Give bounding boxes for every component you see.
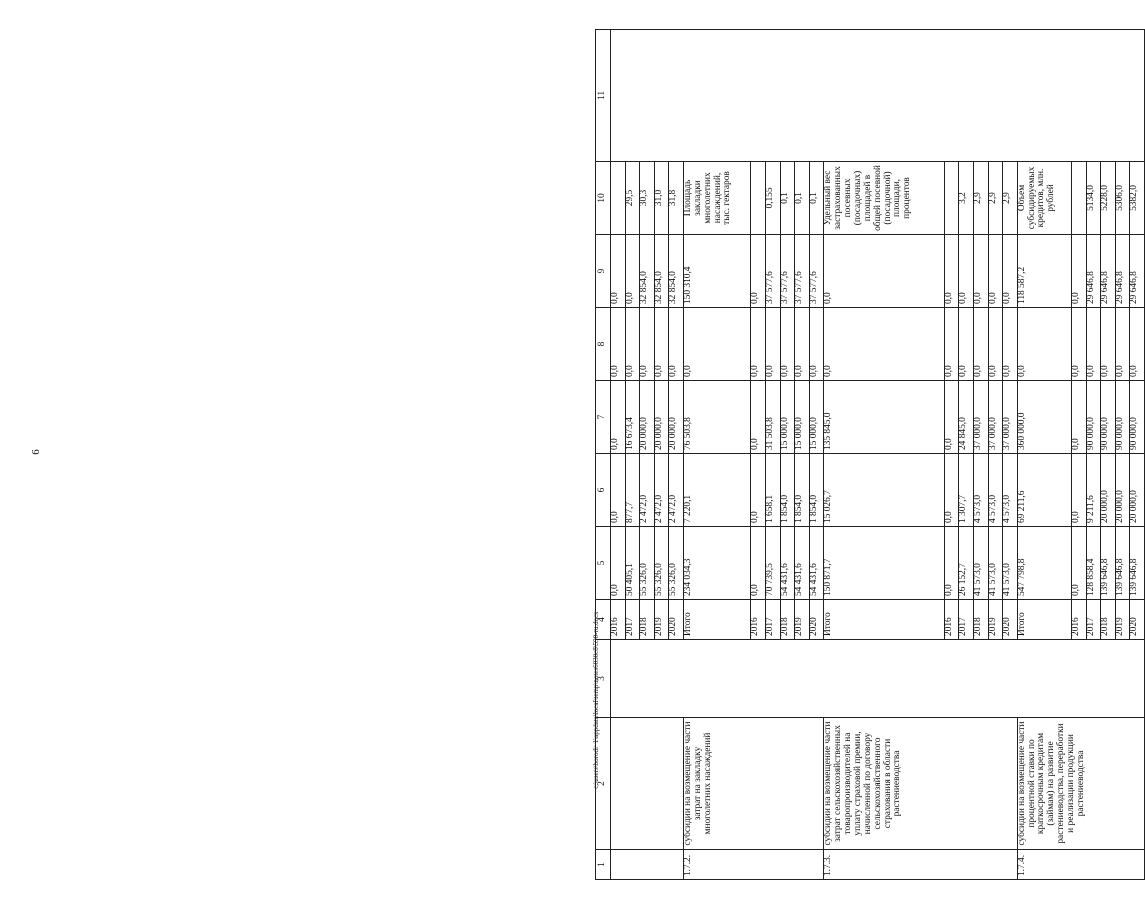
value-cell: 20 000,0 <box>1101 454 1116 527</box>
value-cell: 37 577,6 <box>780 235 795 308</box>
value-cell: 54 431,6 <box>795 527 810 600</box>
column-number-7: 7 <box>596 381 611 454</box>
value-cell: 0,0 <box>1072 308 1087 381</box>
value-cell: 0,0 <box>611 308 626 381</box>
total-value-cell: 76 503,8 <box>683 381 751 454</box>
indicator-value-cell: 0,1 <box>795 162 810 235</box>
value-cell: 0,0 <box>1003 235 1018 308</box>
value-cell: 0,0 <box>640 308 655 381</box>
total-value-cell: 69 211,6 <box>1017 454 1071 527</box>
indicator-value-cell <box>1072 162 1087 235</box>
value-cell: 24 845,0 <box>959 381 974 454</box>
value-cell: 0,0 <box>988 235 1003 308</box>
indicator-value-cell: 2,9 <box>1003 162 1018 235</box>
value-cell: 0,0 <box>751 235 766 308</box>
section-code: 1.7.2. <box>683 850 823 880</box>
value-cell: 32 854,0 <box>669 235 684 308</box>
value-cell: 41 573,0 <box>973 527 988 600</box>
section-title: субсидии на возмещение части затрат на закладку многолетних насаждений <box>683 718 823 850</box>
value-cell: 4 573,0 <box>988 454 1003 527</box>
value-cell: 41 573,0 <box>988 527 1003 600</box>
indicator-value-cell <box>944 162 959 235</box>
value-cell: 0,0 <box>669 308 684 381</box>
value-cell: 0,0 <box>751 454 766 527</box>
column-number-5: 5 <box>596 527 611 600</box>
indicator-value-cell: 5382,0 <box>1130 162 1145 235</box>
indicator-value-cell: 2,9 <box>988 162 1003 235</box>
value-cell: 0,0 <box>1072 454 1087 527</box>
value-cell: 0,0 <box>611 527 626 600</box>
value-cell: 0,0 <box>751 381 766 454</box>
value-cell: 15 000,0 <box>780 381 795 454</box>
value-cell: 29 646,8 <box>1086 235 1101 308</box>
total-value-cell: 15 026,7 <box>824 454 945 527</box>
value-cell: 41 573,0 <box>1003 527 1018 600</box>
indicator-value-cell: 31,8 <box>669 162 684 235</box>
indicator-value-cell: 2,9 <box>973 162 988 235</box>
year-cell: 2017 <box>766 600 781 640</box>
indicator-value-cell: 5306,0 <box>1115 162 1130 235</box>
value-cell: 4 573,0 <box>973 454 988 527</box>
value-cell: 0,0 <box>611 235 626 308</box>
notes-cell <box>611 30 1145 162</box>
total-value-cell: 0,0 <box>683 308 751 381</box>
value-cell: 0,0 <box>944 235 959 308</box>
value-cell: 20 000,0 <box>1115 454 1130 527</box>
total-value-cell: 0,0 <box>1017 308 1071 381</box>
value-cell: 2 472,0 <box>654 454 669 527</box>
value-cell: 0,0 <box>1003 308 1018 381</box>
value-cell: 55 326,0 <box>669 527 684 600</box>
column-number-8: 8 <box>596 308 611 381</box>
value-cell: 90 000,0 <box>1115 381 1130 454</box>
value-cell: 20 000,0 <box>669 381 684 454</box>
value-cell: 32 854,0 <box>640 235 655 308</box>
value-cell: 32 854,0 <box>654 235 669 308</box>
value-cell: 50 405,1 <box>625 527 640 600</box>
year-cell: 2020 <box>1130 600 1145 640</box>
value-cell: 1 307,7 <box>959 454 974 527</box>
value-cell: 0,0 <box>751 308 766 381</box>
value-cell: 2 472,0 <box>669 454 684 527</box>
year-cell: 2016 <box>1072 600 1087 640</box>
year-cell: 2017 <box>959 600 974 640</box>
total-value-cell: 150 871,7 <box>824 527 945 600</box>
year-cell: 2019 <box>654 600 669 640</box>
value-cell: 15 000,0 <box>795 381 810 454</box>
value-cell: 9 211,6 <box>1086 454 1101 527</box>
year-cell: 2016 <box>611 600 626 640</box>
value-cell: 0,0 <box>973 308 988 381</box>
value-cell: 0,0 <box>973 235 988 308</box>
value-cell: 0,0 <box>766 308 781 381</box>
value-cell: 0,0 <box>625 308 640 381</box>
column-number-3: 3 <box>596 640 611 718</box>
column-number-6: 6 <box>596 454 611 527</box>
year-cell: 2018 <box>640 600 655 640</box>
value-cell: 0,0 <box>944 308 959 381</box>
total-value-cell: 135 845,0 <box>824 381 945 454</box>
value-cell: 29 646,8 <box>1101 235 1116 308</box>
value-cell: 15 000,0 <box>809 381 824 454</box>
section-code: 1.7.4. <box>1017 850 1144 880</box>
total-value-cell: 118 587,2 <box>1017 235 1071 308</box>
total-label: Итого <box>683 600 751 640</box>
value-cell: 0,0 <box>795 308 810 381</box>
value-cell: 54 431,6 <box>809 527 824 600</box>
value-cell: 37 577,6 <box>795 235 810 308</box>
value-cell: 55 326,0 <box>640 527 655 600</box>
value-cell: 877,7 <box>625 454 640 527</box>
indicator-value-cell: 30,3 <box>640 162 655 235</box>
value-cell: 0,0 <box>988 308 1003 381</box>
value-cell: 54 431,6 <box>780 527 795 600</box>
value-cell: 26 152,7 <box>959 527 974 600</box>
value-cell: 20 000,0 <box>1130 454 1145 527</box>
value-cell: 0,0 <box>1115 308 1130 381</box>
value-cell: 16 673,4 <box>625 381 640 454</box>
program-funding-table <box>595 29 1145 880</box>
indicator-name-cell: Площадь закладки многолетних насаждений, тыс. гектаров <box>683 162 751 235</box>
value-cell: 139 646,8 <box>1115 527 1130 600</box>
value-cell: 139 646,8 <box>1130 527 1145 600</box>
section-title: субсидии на возмещение части процентной ставки по краткосрочным кредитам (займам) на развитие растениеводства, переработки и реализации продукции растениеводства <box>1017 718 1144 850</box>
value-cell: 0,0 <box>751 527 766 600</box>
value-cell: 0,0 <box>780 308 795 381</box>
total-value-cell: 360 000,0 <box>1017 381 1071 454</box>
value-cell: 0,0 <box>1086 308 1101 381</box>
value-cell: 37 577,6 <box>766 235 781 308</box>
value-cell: 139 646,8 <box>1101 527 1116 600</box>
total-value-cell: 547 798,8 <box>1017 527 1071 600</box>
indicator-value-cell: 5134,0 <box>1086 162 1101 235</box>
column-number-11: 11 <box>596 30 611 162</box>
value-cell: 90 000,0 <box>1086 381 1101 454</box>
value-cell: 0,0 <box>944 381 959 454</box>
year-cell: 2016 <box>751 600 766 640</box>
total-value-cell: 150 310,4 <box>683 235 751 308</box>
year-cell: 2016 <box>944 600 959 640</box>
executor-cell <box>611 640 1145 718</box>
value-cell: 0,0 <box>1072 381 1087 454</box>
year-cell: 2019 <box>988 600 1003 640</box>
indicator-value-cell: 0,1 <box>780 162 795 235</box>
indicator-name-cell: Объем субсидируемых кредитов, млн. рублей <box>1017 162 1071 235</box>
value-cell: 4 573,0 <box>1003 454 1018 527</box>
value-cell: 0,0 <box>944 454 959 527</box>
value-cell: 90 000,0 <box>1101 381 1116 454</box>
value-cell: 1 854,0 <box>780 454 795 527</box>
year-cell: 2020 <box>669 600 684 640</box>
value-cell: 0,0 <box>1072 527 1087 600</box>
indicator-value-cell: 29,5 <box>625 162 640 235</box>
value-cell: 0,0 <box>959 308 974 381</box>
year-cell: 2019 <box>1115 600 1130 640</box>
value-cell: 128 858,4 <box>1086 527 1101 600</box>
indicator-value-cell: 0,1 <box>809 162 824 235</box>
value-cell: 37 000,0 <box>973 381 988 454</box>
total-value-cell: 7 220,1 <box>683 454 751 527</box>
column-number-4: 4 <box>596 600 611 640</box>
value-cell: 90 000,0 <box>1130 381 1145 454</box>
value-cell: 1 658,1 <box>766 454 781 527</box>
value-cell: 37 577,6 <box>809 235 824 308</box>
indicator-value-cell: 5228,0 <box>1101 162 1116 235</box>
year-cell: 2019 <box>795 600 810 640</box>
total-label: Итого <box>824 600 945 640</box>
value-cell: 0,0 <box>611 454 626 527</box>
value-cell: 0,0 <box>1072 235 1087 308</box>
value-cell: 55 326,0 <box>654 527 669 600</box>
value-cell: 70 739,5 <box>766 527 781 600</box>
year-cell: 2018 <box>780 600 795 640</box>
value-cell: 29 646,8 <box>1115 235 1130 308</box>
year-cell: 2020 <box>809 600 824 640</box>
year-cell: 2018 <box>973 600 988 640</box>
value-cell: 1 854,0 <box>809 454 824 527</box>
year-cell: 2020 <box>1003 600 1018 640</box>
value-cell: 20 000,0 <box>640 381 655 454</box>
section-code: 1.7.3. <box>824 850 1017 880</box>
year-cell: 2017 <box>1086 600 1101 640</box>
value-cell: 29 646,8 <box>1130 235 1145 308</box>
indicator-name-cell: Удельный вес застрахованных посевных (посадочных) площадей в общей посевной (посадочной) площади, процентов <box>824 162 945 235</box>
column-number-1: 1 <box>596 850 611 880</box>
year-cell: 2017 <box>625 600 640 640</box>
year-cell: 2018 <box>1101 600 1116 640</box>
rotated-table-container <box>595 30 1145 880</box>
value-cell: 0,0 <box>625 235 640 308</box>
total-value-cell: 0,0 <box>824 308 945 381</box>
value-cell: 0,0 <box>944 527 959 600</box>
page-number: 6 <box>30 449 42 455</box>
indicator-value-cell: 0,155 <box>766 162 781 235</box>
indicator-value-cell: 31,0 <box>654 162 669 235</box>
value-cell: 0,0 <box>654 308 669 381</box>
value-cell: 0,0 <box>1130 308 1145 381</box>
value-cell: 0,0 <box>1101 308 1116 381</box>
column-number-9: 9 <box>596 235 611 308</box>
value-cell: 2 472,0 <box>640 454 655 527</box>
value-cell: 1 854,0 <box>795 454 810 527</box>
value-cell: 31 503,8 <box>766 381 781 454</box>
column-number-2: 2 <box>596 718 611 850</box>
value-cell: 0,0 <box>959 235 974 308</box>
table-row <box>611 30 626 880</box>
header-row <box>596 30 611 880</box>
section-title: субсидии на возмещение части затрат сельскохозяйственных товаропроизводителей на уплату страховой премии, начисленной по договору сельскохозяйственного страхования в области растениеводства <box>824 718 1017 850</box>
total-value-cell: 234 034,3 <box>683 527 751 600</box>
total-label: Итого <box>1017 600 1071 640</box>
indicator-value-cell <box>611 162 626 235</box>
column-number-10: 10 <box>596 162 611 235</box>
title-cell <box>611 718 684 850</box>
file-path-footer: c:\users\borodi~1\appdata\local\temp\notes6030c8\590-ru.docx <box>592 611 600 789</box>
value-cell: 37 000,0 <box>988 381 1003 454</box>
code-cell <box>611 850 684 880</box>
value-cell: 0,0 <box>809 308 824 381</box>
total-value-cell: 0,0 <box>824 235 945 308</box>
indicator-value-cell: 3,2 <box>959 162 974 235</box>
value-cell: 20 000,0 <box>654 381 669 454</box>
indicator-value-cell <box>751 162 766 235</box>
value-cell: 0,0 <box>611 381 626 454</box>
value-cell: 37 000,0 <box>1003 381 1018 454</box>
